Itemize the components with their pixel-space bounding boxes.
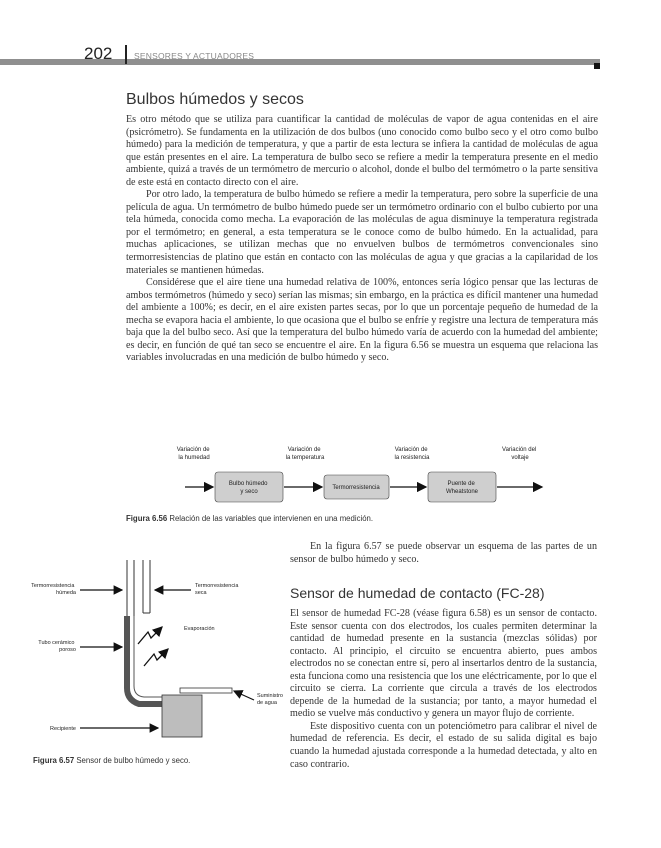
page-number: 202 [84,44,113,63]
label-line: la temperatura [285,455,325,461]
label-var-humedad [177,447,212,461]
label-line: de agua [257,700,277,706]
label-line: seca [195,590,207,596]
label-line: la resistencia [394,455,430,461]
figure-6-57-caption [33,756,190,765]
box-label-line: y seco [240,489,258,495]
box-label-line: Puente de [447,481,475,487]
label-var-temperatura [286,447,325,461]
label-tubo [38,640,76,653]
header-separator [125,45,127,64]
container [162,695,202,737]
label-line: poroso [59,647,76,653]
box-termorresistencia-label: Termorresistencia [332,485,380,491]
paragraph: El sensor de humedad FC-28 (véase figura 6.58) es un sensor de contacto. Este sensor cuenta con dos electrodos, los cuales permiten determinar la cantidad de humedad presente en la sustancia (mezclas sólidas) por contacto. Al principio, el circuito se encuentra abierto, pues ambos electrodos no se conectan entre sí, pero al insertarlos dentro de la sustancia, esta funciona como una resistencia que los une eléctricamente, por lo que el circuito se cierra. La corriente que circula a través de los electrodos depende de la humedad de la sustancia; por tanto, a mayor humedad el medio se vuelve más conductivo y genera un mayor flujo de corriente. [290,608,597,720]
label-suministro [257,693,285,706]
label-line: Suministro [257,693,283,699]
evaporation-arrow [144,649,168,666]
paragraph: En la figura 6.57 se puede observar un esquema de las partes de un sensor de bulbo húmedo y seco. [290,541,597,565]
section2-body [290,608,597,771]
paragraph: Este dispositivo cuenta con un potenciómetro para calibrar el nivel de humedad de referencia. Es decir, el estado de su salida digital es bajo cuando la humedad ajustada corresponde a la humedad detectada, y alto en caso contrario. [290,720,597,770]
paragraph: Por otro lado, la temperatura de bulbo húmedo se refiere a medir la temperatura, pero sobre la superficie de una película de agua. Un termómetro de bulbo húmedo puede ser un termómetro ordinario con el bulbo cubierto por una tela húmeda, conocida como mecha. La evaporación de las moléculas de agua disminuye la temperatura registrada por el termómetro; en general, a esta temperatura se le conoce como de bulbo húmedo. En la actualidad, para muchas aplicaciones, se utilizan mechas que no envuelven bulbos de termómetros convencionales sino termorresistencias de platino que están en contacto con las moléculas de agua y que gracias a la capilaridad de los materiales se mantienen húmedas. [126,189,598,276]
water-supply-pipe [180,688,232,693]
label-line: Termorresistencia [195,583,239,589]
label-line: Variación del [502,447,537,453]
paragraph: Es otro método que se utiliza para cuantificar la cantidad de moléculas de vapor de agua contenidas en el aire (psicrómetro). Se fundamenta en la utilización de dos bulbos (uno conocido como bulbo seco y el otro como bulbo húmedo) para la medición de temperatura, y que a partir de esta lectura se infiera la cantidad de moléculas de agua que están presentes en el aire. La temperatura de bulbo seco se refiere a medir la temperatura presente en el medio ambiente, quizá a través de un termómetro de mercurio o alcohol, donde el bulbo del termómetro o la parte sensitiva de este está en contacto directo con el aire. [126,114,598,188]
caption-label: Figura 6.57 [33,756,75,765]
box-puente [428,472,496,502]
label-recipiente: Recipiente [50,726,76,732]
caption-label: Figura 6.56 [126,514,168,523]
running-title: SENSORES Y ACTUADORES [134,51,255,61]
section-title-bulbos: Bulbos húmedos y secos [126,91,304,108]
label-line: la humedad [178,455,210,461]
paragraph: Considérese que el aire tiene una humedad relativa de 100%, entonces sería lógico pensar que las lecturas de ambos termómetros (húmedo y seco) serían las mismas; sin embargo, en la práctica es difícil mantener una humedad del ambiente a 100%; es decir, en el aire existen partes secas, por lo que un porcentaje pequeño de humedad de la mecha se evapora hacia el ambiente, lo que ocasiona que el bulbo se enfríe y registre una lectura de temperatura más baja que la del bulbo seco. Así que la temperatura del bulbo húmedo varía de acuerdo con la humedad del ambiente; es decir, en función de qué tan seco se encuentre el aire. En la figura 6.56 se muestra un esquema que relaciona las variables involucradas en una medición de bulbo húmedo y seco. [126,277,598,364]
label-line: Variación de [287,447,321,453]
figure-6-57-intro [290,541,597,566]
label-line: Termorresistencia [31,583,75,589]
section-title-sensor-contacto: Sensor de humedad de contacto (FC-28) [290,585,545,601]
label-var-resistencia [394,447,430,461]
label-line: Tubo cerámico [38,640,75,646]
label-var-voltaje [502,447,538,461]
arrow [234,691,254,700]
label-line: húmeda [56,590,76,596]
figure-6-57-diagram [0,540,290,750]
label-termo-seca [195,583,240,596]
box-bulbo [215,472,283,502]
caption-text: Relación de las variables que intervienen en una medición. [169,514,374,523]
evaporation-arrow [138,627,162,644]
label-line: voltaje [511,455,529,461]
caption-text: Sensor de bulbo húmedo y seco. [76,756,191,765]
label-line: Variación de [394,447,428,453]
box-label-line: Wheatstone [445,489,479,495]
label-termo-humeda [31,583,77,596]
figure-6-56-caption [126,514,373,523]
label-evaporacion: Evaporación [184,626,215,632]
header-marker [594,63,600,69]
section1-body [126,114,598,365]
figure-6-56-diagram [150,442,570,512]
label-line: Variación de [176,447,210,453]
box-label-line: Bulbo húmedo [228,481,268,487]
